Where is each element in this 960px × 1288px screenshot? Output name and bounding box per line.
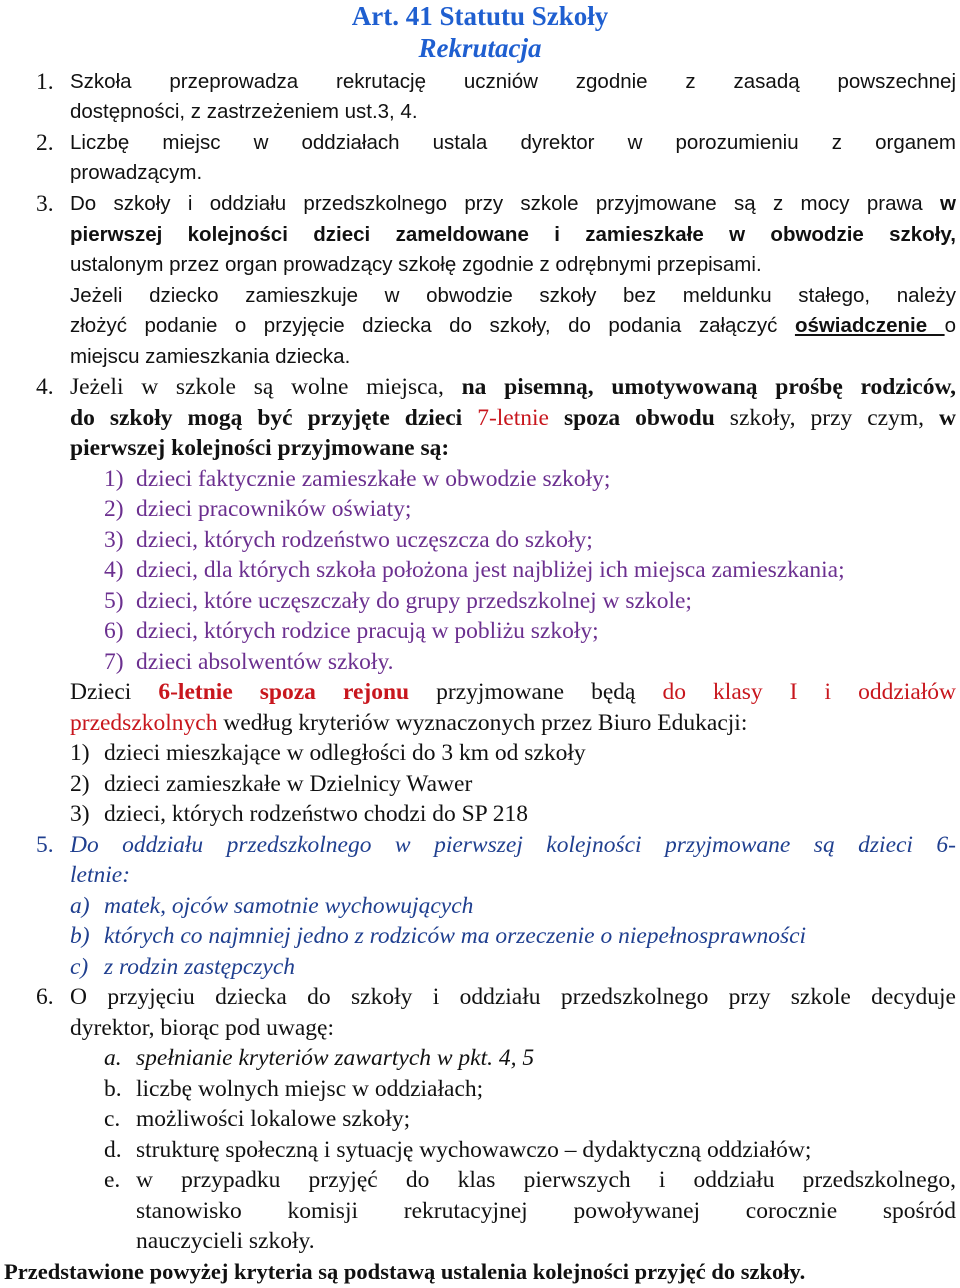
p4-line-1 <box>70 372 956 402</box>
p6-list-item: w przypadku przyjęć do klas pierwszych i oddziału przedszkolnego, <box>136 1167 956 1193</box>
p2-line-2: prowadzącym. <box>70 161 203 184</box>
p4-list-item: dzieci absolwentów szkoły. <box>136 649 394 675</box>
p5-list-num: b) <box>70 923 90 949</box>
p6-line-1: O przyjęciu dziecka do szkoły i oddziału przedszkolnego przy szkole decyduje <box>70 984 956 1010</box>
p4-list-num: 2) <box>104 496 124 522</box>
p4-six-year-line-2 <box>70 708 747 738</box>
p4-list2-num: 3) <box>70 801 90 827</box>
p3-line-2: pierwszej kolejności dzieci zameldowane i zamieszkałe w obwodzie szkoły, <box>70 223 956 246</box>
p3-line-3: ustalonym przez organ prowadzący szkołę zgodnie z odrębnymi przepisami. <box>70 253 762 276</box>
p6-number: 6. <box>36 984 54 1010</box>
p6-list-item-cont-2: nauczycieli szkoły. <box>136 1228 315 1254</box>
p4-list2-item: dzieci, których rodzeństwo chodzi do SP 218 <box>104 801 528 827</box>
p3-line-4: Jeżeli dziecko zamieszkuje w obwodzie szkoły bez meldunku stałego, należy <box>70 284 956 307</box>
p4-list-num: 5) <box>104 588 124 614</box>
p2-line-1: Liczbę miejsc w oddziałach ustala dyrektor w porozumieniu z organem <box>70 131 956 154</box>
p4-six-year-line-1 <box>70 677 956 707</box>
p4-list-item: dzieci faktycznie zamieszkałe w obwodzie szkoły; <box>136 466 611 492</box>
p5-line-1: Do oddziału przedszkolnego w pierwszej kolejności przyjmowane są dzieci 6- <box>70 832 956 858</box>
p4-list-item: dzieci, dla których szkoła położona jest najbliżej ich miejsca zamieszkania; <box>136 557 845 583</box>
p6-list-num: e. <box>104 1167 121 1193</box>
p5-list-item: matek, ojców samotnie wychowujących <box>104 893 474 919</box>
p4-d1-a: Dzieci <box>70 679 159 705</box>
p4-line-1-bold: na pisemną, umotywowaną prośbę rodziców, <box>461 374 956 400</box>
p5-list-item: z rodzin zastępczych <box>104 954 296 980</box>
p4-list-num: 6) <box>104 618 124 644</box>
p4-list2-item: dzieci zamieszkałe w Dzielnicy Wawer <box>104 771 473 797</box>
p4-d1-b: 6-letnie spoza rejonu <box>158 679 410 705</box>
p4-list-num: 1) <box>104 466 124 492</box>
p4-list-item: dzieci, których rodzeństwo uczęszcza do szkoły; <box>136 527 593 553</box>
p4-d1-d: do klasy I i oddziałów <box>662 679 956 705</box>
p6-list-item: spełnianie kryteriów zawartych w pkt. 4, 5 <box>136 1045 535 1071</box>
p3-line-5 <box>70 311 956 341</box>
p6-list-item: liczbę wolnych miejsc w oddziałach; <box>136 1076 484 1102</box>
p4-d2-b: według kryteriów wyznaczonych przez Biuro Edukacji: <box>217 710 748 736</box>
p4-list-item: dzieci pracowników oświaty; <box>136 496 412 522</box>
p4-list-item: dzieci, które uczęszczały do grupy przedszkolnej w szkole; <box>136 588 692 614</box>
document-subtitle: Rekrutacja <box>418 33 542 63</box>
document-title: Art. 41 Statutu Szkoły <box>351 1 609 31</box>
p4-line-3: pierwszej kolejności przyjmowane są: <box>70 435 450 461</box>
p4-line-1-text: Jeżeli w szkole są wolne miejsca, <box>70 374 462 400</box>
p4-line-2 <box>70 403 956 433</box>
p4-line-2-d: szkoły, przy czym, <box>714 405 940 431</box>
p6-list-item: strukturę społeczną i sytuację wychowawczo – dydaktyczną oddziałów; <box>136 1137 812 1163</box>
p3-line-1-text: Do szkoły i oddziału przedszkolnego przy szkole przyjmowane są z mocy prawa <box>70 192 941 215</box>
p1-line-1: Szkoła przeprowadza rekrutację uczniów zgodnie z zasadą powszechnej <box>70 70 956 93</box>
p6-line-2: dyrektor, biorąc pod uwagę: <box>70 1015 334 1041</box>
p6-list-num: c. <box>104 1106 121 1132</box>
p2-number: 2. <box>36 130 54 156</box>
p5-list-num: a) <box>70 893 90 919</box>
p3-number: 3. <box>36 191 54 217</box>
p3-line-1-bold: w <box>940 192 956 215</box>
p4-line-2-c: spoza obwodu <box>548 405 715 431</box>
p1-line-2: dostępności, z zastrzeżeniem ust.3, 4. <box>70 100 418 123</box>
p4-list-num: 3) <box>104 527 124 553</box>
p4-list-num: 7) <box>104 649 124 675</box>
p4-list2-num: 1) <box>70 740 90 766</box>
p4-list-item: dzieci, których rodzice pracują w pobliżu szkoły; <box>136 618 599 644</box>
p4-list2-num: 2) <box>70 771 90 797</box>
p6-list-num: a. <box>104 1045 122 1071</box>
p6-list-num: b. <box>104 1076 122 1102</box>
p4-age-7: 7-letnie <box>477 405 549 431</box>
p6-list-item: możliwości lokalowe szkoły; <box>136 1106 411 1132</box>
p4-line-2-a: do szkoły mogą być przyjęte dzieci <box>70 405 478 431</box>
p3-line-1 <box>70 189 956 219</box>
p4-line-2-e: w <box>939 405 956 431</box>
p5-number: 5. <box>36 832 54 858</box>
p6-list-num: d. <box>104 1137 122 1163</box>
p4-d2-a: przedszkolnych <box>70 710 218 736</box>
p1-number: 1. <box>36 69 54 95</box>
closing-statement: Przedstawione powyżej kryteria są podstawą ustalenia kolejności przyjęć do szkoły. <box>4 1259 806 1284</box>
p5-list-item: których co najmniej jedno z rodziców ma orzeczenie o niepełnosprawności <box>104 923 807 949</box>
p3-line-5-end: o <box>944 314 956 337</box>
p5-list-num: c) <box>70 954 89 980</box>
p4-list2-item: dzieci mieszkające w odległości do 3 km od szkoły <box>104 740 586 766</box>
p6-list-item-cont: stanowisko komisji rekrutacyjnej powoływanej corocznie spośród <box>136 1198 956 1224</box>
p5-line-2: letnie: <box>70 862 131 888</box>
p3-line-6: miejscu zamieszkania dziecka. <box>70 345 351 368</box>
p4-number: 4. <box>36 374 54 400</box>
p3-line-5-text: złożyć podanie o przyjęcie dziecka do szkoły, do podania załączyć <box>70 314 795 337</box>
p4-d1-c: przyjmowane będą <box>409 679 663 705</box>
oswiadczenie-term: oświadczenie <box>794 314 945 337</box>
p4-list-num: 4) <box>104 557 124 583</box>
